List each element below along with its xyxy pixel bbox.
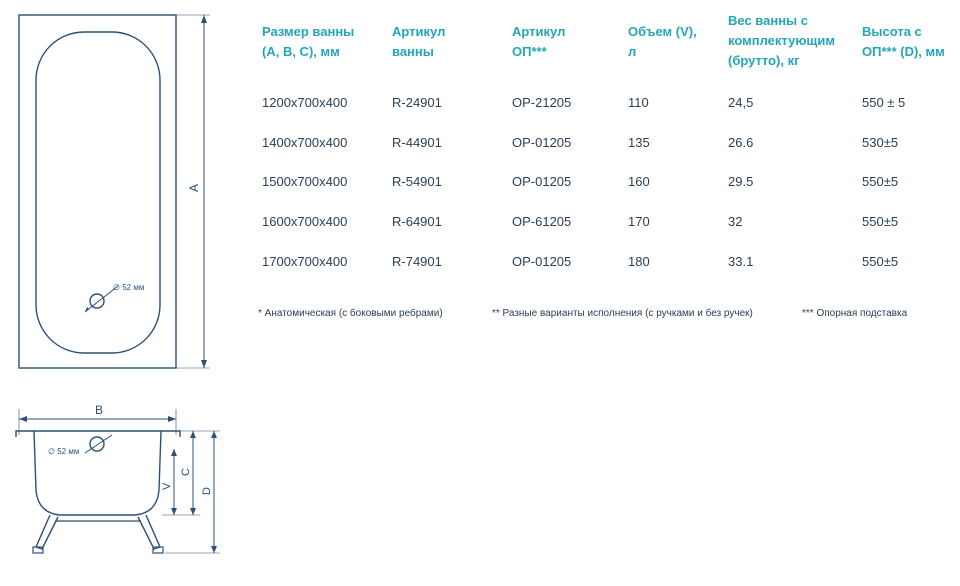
table-cell-size: 1200x700x400	[262, 95, 348, 110]
dimension-b-label: B	[95, 403, 104, 417]
table-cell-article: R-44901	[392, 135, 442, 150]
header-height: Высота с ОП*** (D), мм	[862, 24, 945, 59]
dimension-a-label: A	[187, 183, 201, 192]
drain-diameter-label-top: ∅ 52 мм	[113, 283, 145, 292]
table-cell-size: 1500x700x400	[262, 174, 348, 189]
tub-side-basin	[34, 431, 161, 515]
table-cell-weight: 32	[728, 214, 743, 229]
table-cell-weight: 33.1	[728, 254, 754, 269]
table-cell-volume: 160	[628, 174, 650, 189]
footnote-stand: *** Опорная подставка	[802, 308, 908, 319]
table-cell-article: R-74901	[392, 254, 442, 269]
table-cell-height: 530±5	[862, 135, 899, 150]
table-cell-op: OP-61205	[512, 214, 572, 229]
table-cell-volume: 180	[628, 254, 650, 269]
drain-hole-side	[90, 437, 104, 451]
table-cell-op: OP-01205	[512, 135, 572, 150]
table-cell-op: OP-01205	[512, 174, 572, 189]
table-cell-article: R-64901	[392, 214, 442, 229]
table-cell-size: 1400x700x400	[262, 135, 348, 150]
footnote-variants: ** Разные варианты исполнения (с ручками и без ручек)	[492, 308, 753, 319]
table-cell-height: 550±5	[862, 254, 899, 269]
table-cell-volume: 135	[628, 135, 650, 150]
table-cell-size: 1700x700x400	[262, 254, 348, 269]
header-size: Размер ванны (A, B, C), мм	[262, 24, 355, 59]
table-cell-article: R-54901	[392, 174, 442, 189]
table-cell-weight: 26.6	[728, 135, 754, 150]
tub-leg-left	[36, 515, 58, 549]
dimension-v-label: V	[161, 482, 173, 490]
bathtub-top-view-drawing	[0, 0, 240, 380]
tub-outer-rim	[19, 15, 176, 368]
table-cell-op: OP-21205	[512, 95, 572, 110]
table-cell-height: 550±5	[862, 214, 899, 229]
table-cell-size: 1600x700x400	[262, 214, 348, 229]
table-cell-article: R-24901	[392, 95, 442, 110]
table-cell-weight: 24,5	[728, 95, 754, 110]
header-article: Артикул ванны	[392, 24, 446, 59]
header-weight: Вес ванны с комплектующим (брутто), кг	[728, 13, 835, 68]
header-volume: Объем (V), л	[628, 24, 697, 59]
tub-side-rim	[16, 431, 180, 437]
table-cell-height: 550±5	[862, 174, 899, 189]
drain-diameter-label-side: ∅ 52 мм	[48, 447, 80, 456]
footnote-anatomic: * Анатомическая (с боковыми ребрами)	[258, 308, 443, 319]
table-cell-op: OP-01205	[512, 254, 572, 269]
bathtub-side-view-drawing	[0, 395, 240, 586]
table-cell-height: 550 ± 5	[862, 95, 906, 110]
tub-inner-basin	[36, 32, 160, 353]
table-cell-weight: 29.5	[728, 174, 754, 189]
table-cell-volume: 170	[628, 214, 650, 229]
tub-leg-right	[138, 515, 160, 549]
dimension-d-label: D	[201, 487, 213, 495]
header-op-article: Артикул ОП***	[512, 24, 566, 59]
dimension-c-label: C	[180, 468, 192, 476]
table-cell-volume: 110	[628, 95, 649, 110]
